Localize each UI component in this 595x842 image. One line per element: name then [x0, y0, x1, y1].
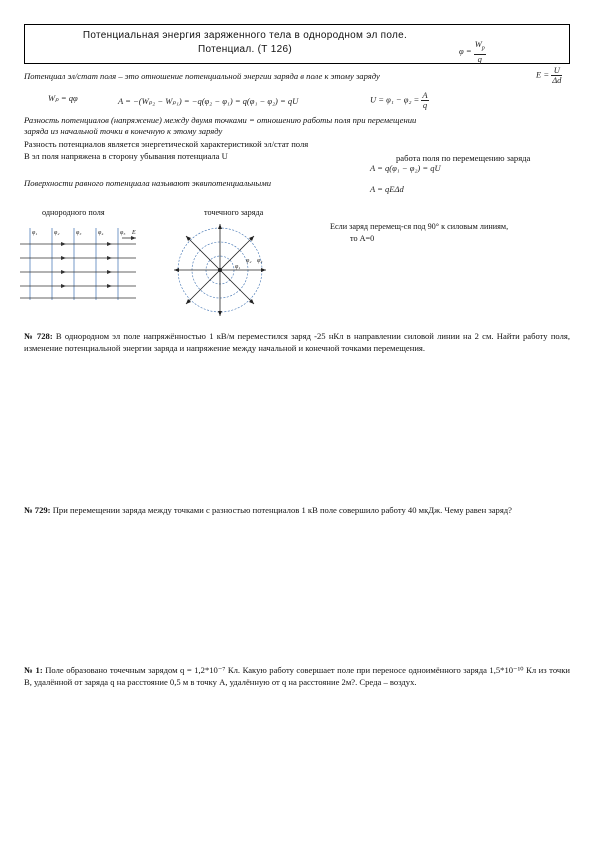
field-vector-label: E — [132, 230, 136, 236]
potential-difference-line1: Разность потенциалов (напряжение) между двумя точками = отношению работы поля при перемещении — [24, 115, 417, 125]
phi-formula-num: W — [474, 39, 482, 49]
u-formula-den: q — [422, 100, 428, 110]
problem-728 — [24, 330, 570, 354]
problem-1-number: № 1: — [24, 665, 43, 675]
point-phi-1: φ₁ — [235, 264, 241, 270]
work-formula: A = −(Wₚ₂ − Wₚ₁) = −q(φ₂ − φ₁) = q(φ₁ − φ₂) = qU — [118, 96, 299, 106]
work-formula-3: A = qEΔd — [370, 184, 404, 194]
potential-definition: Потенциал эл/стат поля – это отношение потенциальной энергии заряда в поле к этому заряду — [24, 71, 380, 81]
problem-1 — [24, 664, 570, 688]
uniform-phi-2: φ₂ — [54, 230, 60, 236]
page-title-line2: Потенциал. (Т 126) — [198, 44, 292, 55]
phi-formula-fraction — [474, 40, 486, 64]
uniform-phi-5: φ₅ — [120, 230, 126, 236]
wp-formula: Wₚ = qφ — [48, 93, 78, 103]
e-formula — [536, 66, 562, 85]
point-charge-diagram — [172, 222, 268, 318]
equipotential-definition: Поверхности равного потенциала называют эквипотенциальными — [24, 178, 272, 188]
energy-characteristic: Разность потенциалов является энергетической характеристикой эл/стат поля — [24, 139, 309, 149]
problem-729-number: № 729: — [24, 505, 51, 515]
field-work-text: работа поля по перемещению заряда — [396, 153, 531, 163]
point-phi-3: φ₃ — [257, 258, 263, 264]
equipotential-lines — [30, 228, 118, 300]
uniform-phi-1: φ₁ — [32, 230, 38, 236]
uniform-field-label: однородного поля — [42, 208, 105, 217]
problem-729-text: При перемещении заряда между точками с разностью потенциалов 1 кВ поле совершило работу 40 мкДж. Чему равен заряд? — [52, 505, 512, 515]
problem-729 — [24, 504, 570, 516]
phi-formula-lhs: φ = — [459, 45, 472, 56]
phi-formula-den: q — [477, 53, 482, 64]
e-formula-lhs: E = — [536, 69, 550, 80]
work-formula-2: A = q(φ₁ − φ₂) = qU — [370, 163, 441, 173]
potential-difference-line2: заряда из начальной точки в конечную к этому заряду — [24, 126, 223, 136]
perpendicular-note-line2: то A=0 — [350, 234, 375, 243]
u-formula — [370, 91, 429, 110]
e-formula-den: Δd — [552, 75, 562, 85]
title-box — [24, 24, 570, 64]
problem-728-text: В однородном эл поле напряжённостью 1 кВ/м переместился заряд -25 нКл в направлении силовой линии на 2 см. Найти работу поля, изменение потенциальной энергии заряда и напряжение между начальной и конечной точками перемещения. — [24, 331, 570, 353]
e-formula-num: U — [551, 66, 562, 76]
u-formula-num: A — [422, 90, 428, 100]
uniform-phi-3: φ₃ — [76, 230, 82, 236]
uniform-phi-4: φ₄ — [98, 230, 104, 236]
field-direction-text: В эл поля напряжена в сторону убывания потенциала U — [24, 151, 228, 161]
phi-formula-sub: p — [481, 45, 485, 52]
point-phi-2: φ₂ — [246, 258, 252, 264]
problem-728-number: № 728: — [24, 331, 53, 341]
uniform-field-diagram — [18, 224, 140, 302]
page-title-line1: Потенциальная энергия заряженного тела в однородном эл поле. — [82, 30, 408, 41]
phi-formula — [459, 40, 486, 64]
point-charge-dot — [218, 268, 222, 272]
u-formula-lhs: U = φ₁ − φ₂ = — [370, 94, 420, 105]
point-charge-label: точечного заряда — [204, 208, 264, 217]
perpendicular-note-line1: Если заряд перемещ-ся под 90° к силовым линиям, — [330, 222, 509, 231]
problem-1-text: Поле образовано точечным зарядом q = 1,2*10⁻⁷ Кл. Какую работу совершает поле при переносе одноимённого заряда 1,5*10⁻¹⁰ Кл из точки В, удалённой от заряда q на расстояние 0,5 м в точку А, удалённую от q на расстояние 2м?. Среда – воздух. — [24, 665, 570, 687]
field-lines — [20, 238, 136, 298]
